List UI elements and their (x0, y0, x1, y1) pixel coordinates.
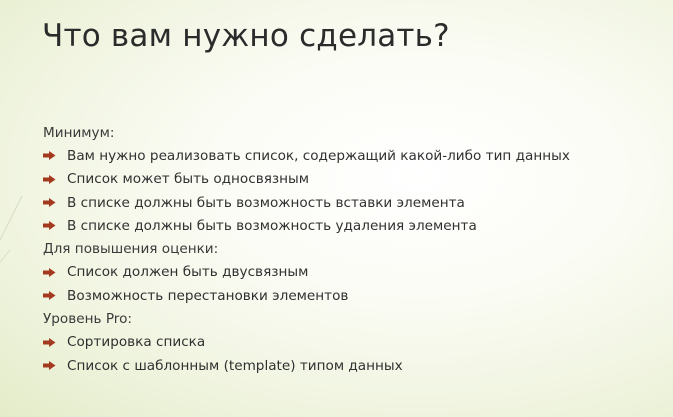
list-item-text: Сортировка списка (67, 334, 206, 351)
list-item-text: Возможность перестановки элементов (67, 287, 349, 304)
list-item-text: Список с шаблонным (template) типом данных (67, 357, 403, 374)
list-item (43, 284, 570, 307)
decor-line-2 (0, 250, 10, 262)
section-heading-pro: Уровень Pro: (43, 311, 132, 328)
slide-content (43, 121, 570, 377)
list-item-text: Список может быть односвязным (67, 171, 310, 188)
list-item (43, 214, 570, 237)
section-heading-minimum: Минимум: (43, 124, 115, 141)
list-item-text: Список должен быть двусвязным (67, 264, 309, 281)
arrow-bullet-icon (43, 175, 56, 184)
arrow-bullet-icon (43, 338, 56, 347)
list-item-text: Вам нужно реализовать список, содержащий какой-либо тип данных (67, 147, 570, 164)
arrow-bullet-icon (43, 268, 56, 277)
arrow-bullet-icon (43, 151, 56, 160)
arrow-bullet-icon (43, 291, 56, 300)
section-heading-extra-credit: Для повышения оценки: (43, 241, 219, 258)
slide-title: Что вам нужно сделать? (42, 18, 450, 54)
arrow-bullet-icon (43, 361, 56, 370)
arrow-bullet-icon (43, 198, 56, 207)
list-item (43, 331, 570, 354)
list-item-text: В списке должны быть возможность вставки элемента (67, 194, 465, 211)
list-item (43, 261, 570, 284)
arrow-bullet-icon (43, 221, 56, 230)
list-item-text: В списке должны быть возможность удаления элемента (67, 217, 477, 234)
list-item (43, 144, 570, 167)
list-item (43, 191, 570, 214)
decor-line-1 (0, 196, 22, 240)
list-item (43, 168, 570, 191)
list-item (43, 354, 570, 377)
